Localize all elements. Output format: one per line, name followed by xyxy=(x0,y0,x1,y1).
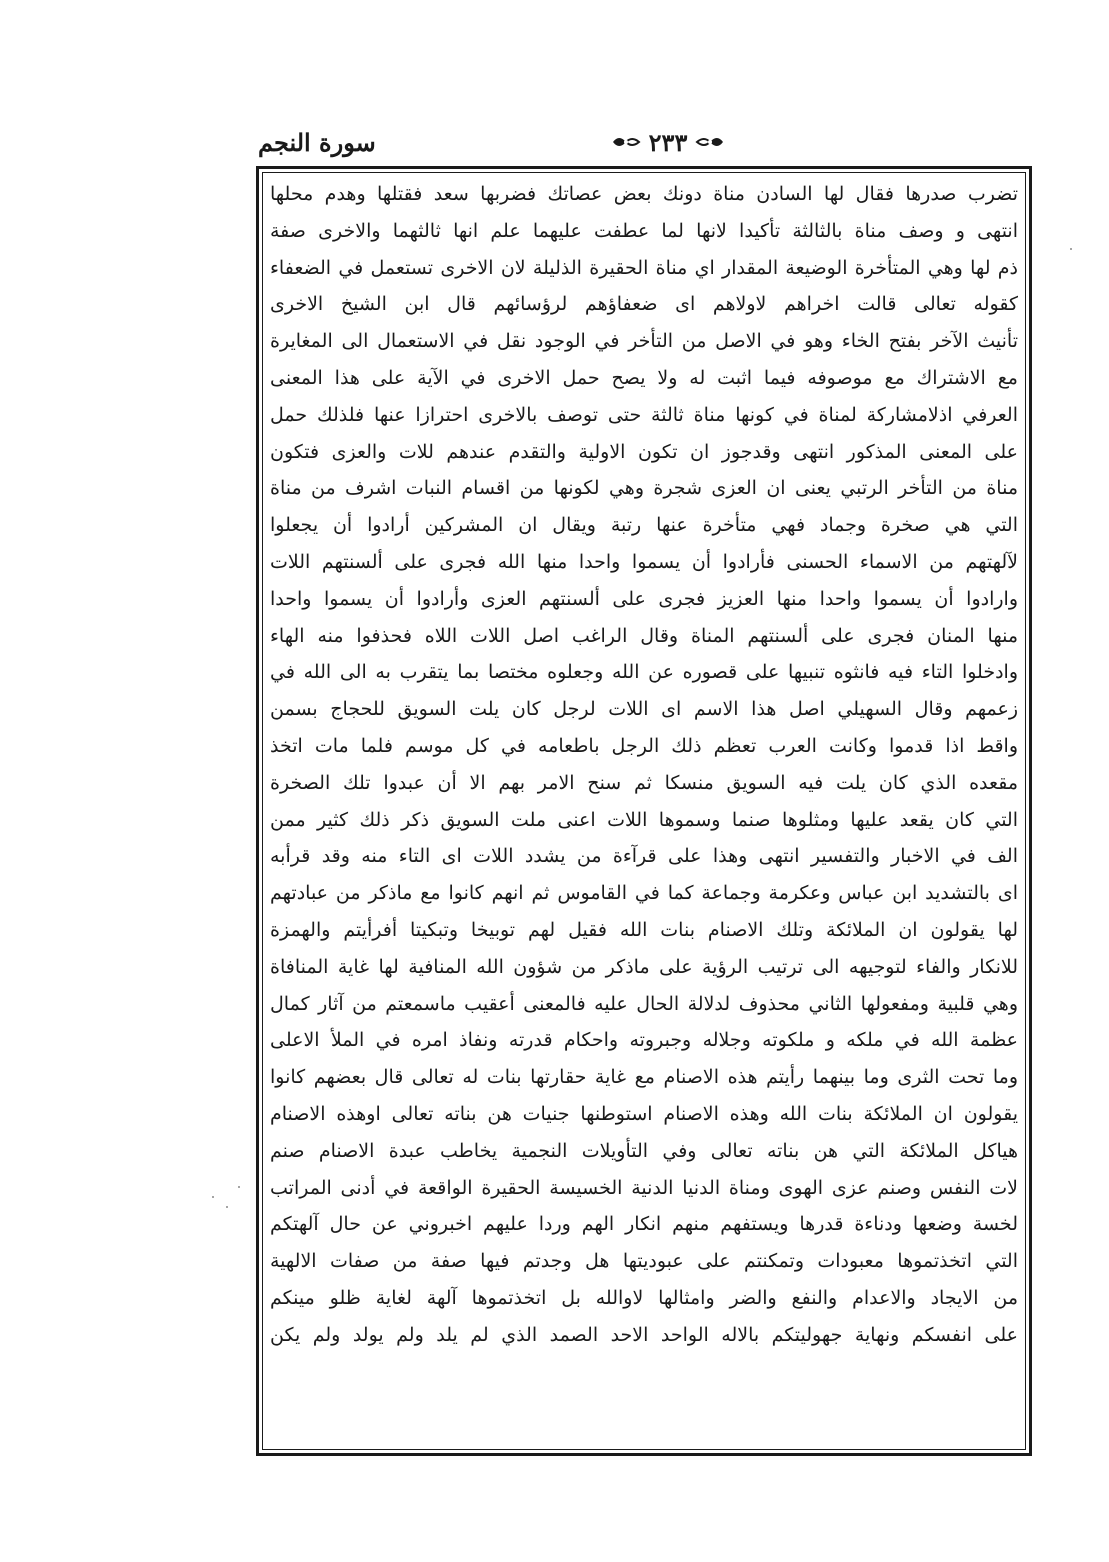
text-line: يقولون ان الملائكة بنات الله وهذه الاصنام استوطنها جنيات هن بناته تعالى اوهذه الاصنام xyxy=(270,1102,1018,1125)
scan-speck xyxy=(238,1186,240,1188)
page-number: ٢٣٣ xyxy=(648,127,688,157)
running-title: سورة النجم xyxy=(258,128,376,157)
text-line: مقعده الذي كان يلت فيه السويق منسكا ثم سنح الامر بهم الا أن عبدوا تلك الصخرة xyxy=(270,771,1018,794)
page-number-cartouche xyxy=(588,126,748,158)
text-line: التي هي صخرة وجماد فهي متأخرة عنها رتبة ويقال ان المشركين أرادوا أن يجعلوا xyxy=(270,514,1018,537)
text-line: كقوله تعالى قالت اخراهم لاولاهم اى ضعفاؤهم لرؤسائهم قال ابن الشيخ الاخرى xyxy=(270,293,1018,316)
text-line: عظمة الله في ملكه و ملكوته وجلاله وجبروته واحكام قدرته ونفاذ امره في الملأ الاعلى xyxy=(270,1029,1018,1052)
text-line: لآلهتهم من الاسماء الحسنى فأرادوا أن يسموا واحدا منها الله فجرى على ألسنتهم اللات xyxy=(270,550,1018,573)
text-line: وما تحت الثرى وما بينهما رأيتم هذه الاصنام مع غاية حقارتها بنات له تعالى قال بعضهم كانوا xyxy=(270,1066,1018,1089)
page-header xyxy=(258,126,1034,162)
scan-speck xyxy=(226,1206,228,1208)
text-line: ذم لها وهي المتأخرة الوضيعة المقدار اي مناة الحقيرة الذليلة لان الاخرى تستعمل في الضعفاء xyxy=(270,256,1018,279)
text-line: على المعنى المذكور انتهى وقدجوز ان تكون الاولية والتقدم عندهم للات والعزى فتكون xyxy=(270,440,1018,463)
text-line: وارادوا أن يسموا واحدا منها العزيز فجرى على ألسنتهم العزى وأرادوا أن يسموا واحدا xyxy=(270,587,1018,610)
text-line: وادخلوا التاء فيه فانثوه تنبيها على قصوره عن الله وجعلوه مختصا بما يتقرب به الى الله في xyxy=(270,661,1018,684)
text-line: التي كان يقعد عليها ومثلوها صنما وسموها اللات اعنى ملت السويق ذكر ذلك كثير ممن xyxy=(270,808,1018,831)
text-line: على انفسكم ونهاية جهوليتكم بالاله الواحد الاحد الصمد الذي لم يلد ولم يولد ولم يكن xyxy=(270,1323,1018,1346)
text-line: لها يقولون ان الملائكة وتلك الاصنام بنات الله فقيل لهم توبيخا وتبكيتا أفرأيتم والهمزة xyxy=(270,918,1018,941)
text-line: هياكل الملائكة التي هن بناته تعالى وفي التأويلات النجمية يخاطب عبدة الاصنام صنم xyxy=(270,1139,1018,1162)
text-line: مناة من التأخر الرتبي يعنى ان العزى شجرة وهي لكونها من اقسام النبات اشرف من مناة xyxy=(270,477,1018,500)
text-line: واقط اذا قدموا وكانت العرب تعظم ذلك الرجل باطعامه في كل موسم فلما مات اتخذ xyxy=(270,734,1018,757)
text-line: الف في الاخبار والتفسير انتهى وهذا على قرآءة من يشدد اللات اى التاء منه وقد قرأبه xyxy=(270,845,1018,868)
text-line: العرفي اذلامشاركة لمناة في كونها مناة ثالثة حتى توصف بالاخرى احترازا عنها فلذلك حمل xyxy=(270,403,1018,426)
scan-speck xyxy=(1070,248,1072,250)
text-line: لخسة وضعها ودناءة قدرها ويستفهم منهم انكار الهم وردا عليهم اخبروني عن حال آلهتكم xyxy=(270,1213,1018,1236)
text-line: للانكار والفاء لتوجيهه الى ترتيب الرؤية على ماذكر من شؤون الله المنافية لها غاية المنافاة xyxy=(270,955,1018,978)
text-line: التي اتخذتموها معبودات وتمكنتم على عبوديتها هل وجدتم فيها صفة من صفات الالهية xyxy=(270,1250,1018,1273)
text-line: تأنيث الآخر بفتح الخاء وهو في الاصل من التأخر في الوجود نقل في الاستعمال الى المغايرة xyxy=(270,330,1018,353)
text-line: انتهى و وصف مناة بالثالثة تأكيدا لانها لما عطفت عليهما علم انها ثالثهما والاخرى صفة xyxy=(270,219,1018,242)
text-line: زعمهم وقال السهيلي اصل هذا الاسم اى اللات لرجل كان يلت السويق للحجاج بسمن xyxy=(270,698,1018,721)
text-line: لات النفس وصنم عزى الهوى ومناة الدنيا الدنية الخسيسة الحقيرة الواقعة في أدنى المراتب xyxy=(270,1176,1018,1199)
text-line: وهي قلبية ومفعولها الثاني محذوف لدلالة الحال عليه فالمعنى أعقيب ماسمعتم من آثار كمال xyxy=(270,992,1018,1015)
ornament-icon xyxy=(695,133,725,151)
scan-speck xyxy=(212,1196,214,1198)
text-line: منها المنان فجرى على ألسنتهم المناة وقال الراغب اصل اللات اللاه فحذفوا منه الهاء xyxy=(270,624,1018,647)
body-text xyxy=(270,176,1018,1446)
text-line: تضرب صدرها فقال لها السادن مناة دونك بعض عصاتك فضربها سعد فقتلها وهدم محلها xyxy=(270,183,1018,205)
text-line: مع الاشتراك مع موصوفه فيما اثبت له ولا يصح حمل الاخرى في الآية على هذا المعنى xyxy=(270,366,1018,389)
ornament-icon xyxy=(611,133,641,151)
text-line: اى بالتشديد ابن عباس وعكرمة وجماعة كما في القاموس ثم انهم كانوا مع ماذكر من عبادتهم xyxy=(270,882,1018,905)
text-line: من الايجاد والاعدام والنفع والضر وامثالها لاوالله بل اتخذتموها آلهة لغاية ظلو مينكم xyxy=(270,1286,1018,1309)
